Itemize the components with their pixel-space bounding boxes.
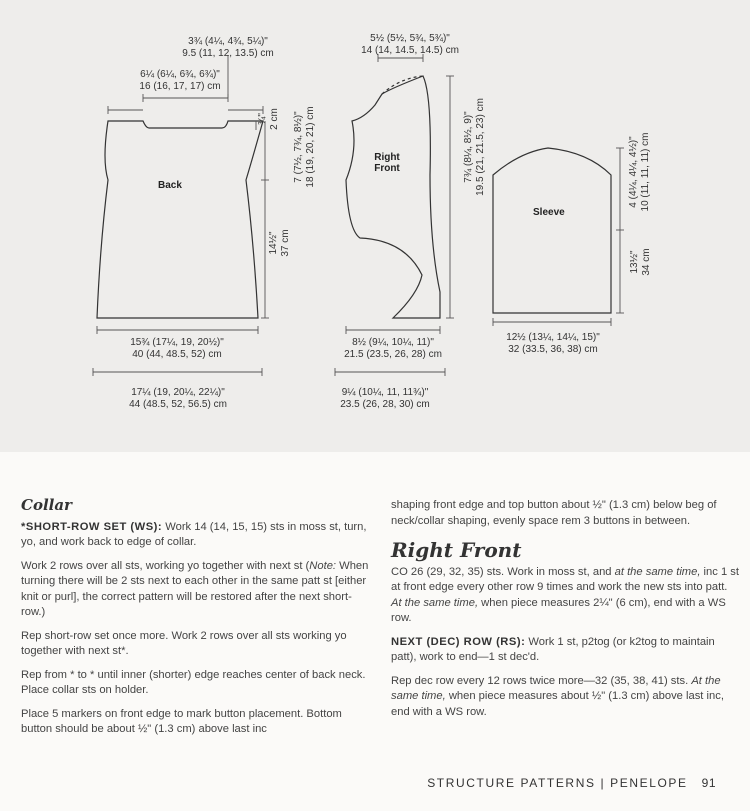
back-waist-label xyxy=(102,337,252,361)
dec-row-text: Work 1 st, p2tog (or k2tog to maintain patt), work to end—1 st dec'd. xyxy=(391,635,715,663)
rf-p1-c: when piece measures 2¼" (6 cm), end with a WS row. xyxy=(391,596,726,624)
rf-p1-a: CO 26 (29, 32, 35) sts. Work in moss st, and xyxy=(391,565,615,578)
back-shoulder-cm: 16 (16, 17, 17) cm xyxy=(139,81,221,92)
sleeve-cap-cm: 10 (11, 11, 11) cm xyxy=(640,132,651,212)
running-head: STRUCTURE PATTERNS | PENELOPE xyxy=(427,776,688,790)
back-neck-depth-label xyxy=(257,99,281,139)
sleeve-width-in: 12½ (13¼, 14¼, 15)" xyxy=(506,332,600,343)
front-waist-label xyxy=(318,337,468,361)
collar-paragraph-3: Rep short-row set once more. Work 2 rows over all sts working yo together with next st*. xyxy=(21,629,347,657)
front-hem-label xyxy=(310,387,460,411)
collar-paragraph-2 xyxy=(21,559,371,621)
front-collar-cm: 19.5 (21, 21.5, 23) cm xyxy=(475,98,486,196)
back-shoulder-in: 6¼ (6¼, 6¾, 6¾)" xyxy=(140,69,220,80)
front-top-label xyxy=(340,33,480,57)
front-collar-label xyxy=(463,82,487,212)
rf-p3-b: when piece measures about ½" (1.3 cm) above last inc, end with a WS row. xyxy=(391,690,724,718)
collar-paragraph-4: Rep from * to * until inner (shorter) edge reaches center of back neck. Place collar sts on holder. xyxy=(21,668,366,696)
right-front-heading: Right Front xyxy=(391,538,522,562)
back-neck-width-in: 3¾ (4¼, 4¾, 5¼)" xyxy=(188,36,268,47)
front-top-in: 5½ (5½, 5¾, 5¾)" xyxy=(370,33,450,44)
sleeve-outline xyxy=(493,148,611,313)
right-column xyxy=(391,498,741,728)
buttons-paragraph: shaping front edge and top button about ½" (1.3 cm) below beg of neck/collar shaping, evenly space rem 3 buttons in between. xyxy=(391,499,717,527)
collar-paragraph-5: Place 5 markers on front edge to mark button placement. Bottom button should be about ½" (1.3 cm) above last inc xyxy=(21,707,342,735)
front-hem-in: 9¼ (10¼, 11, 11¾)" xyxy=(341,387,429,398)
back-hem-label xyxy=(98,387,258,411)
page-number: 91 xyxy=(701,776,716,790)
collar-heading: Collar xyxy=(21,496,72,514)
front-piece-label xyxy=(372,152,402,174)
sleeve-cap-label xyxy=(628,122,652,222)
sleeve-piece-label: Sleeve xyxy=(533,207,565,218)
back-piece-label: Back xyxy=(158,180,182,191)
back-hem-in: 17¼ (19, 20¼, 22¼)" xyxy=(131,387,225,398)
right-front-paragraph-2 xyxy=(391,635,741,666)
sleeve-width-label xyxy=(478,332,628,356)
rf-p1-b: inc 1 st at front edge every other row 9 times and work the new sts into patt. xyxy=(391,565,740,593)
back-neck-width-cm: 9.5 (11, 12, 13.5) cm xyxy=(182,48,274,59)
back-waist-in: 15¾ (17¼, 19, 20½)" xyxy=(130,337,224,348)
sleeve-length-in: 13½" xyxy=(629,250,640,274)
short-row-set-label: *SHORT-ROW SET (WS): xyxy=(21,520,163,533)
back-armhole-cm: 18 (19, 20, 21) cm xyxy=(305,106,316,188)
dec-row-label: NEXT (DEC) ROW (RS): xyxy=(391,635,526,648)
right-front-paragraph-1 xyxy=(391,565,741,627)
back-armhole-label xyxy=(293,92,317,202)
collar-p2-b: When turning there will be 2 sts next to each other in the same patt st [either knit or purl], the correct pattern will be restored after the next short-row.) xyxy=(21,559,369,618)
back-neck-width-label xyxy=(168,36,288,60)
collar-paragraph-1 xyxy=(21,520,371,551)
collar-p2-note: Note: xyxy=(309,559,337,572)
front-waist-in: 8½ (9¼, 10¼, 11)" xyxy=(352,337,434,348)
sleeve-cap-in: 4 (4¼, 4¼, 4½)" xyxy=(628,136,639,208)
back-side-cm: 37 cm xyxy=(280,229,291,257)
front-collar-in: 7¾ (8¼, 8½, 9)" xyxy=(463,111,474,183)
front-top-cm: 14 (14, 14.5, 14.5) cm xyxy=(361,45,459,56)
back-hem-cm: 44 (48.5, 52, 56.5) cm xyxy=(129,399,227,410)
rf-p1-em1: at the same time, xyxy=(614,565,701,578)
right-front-paragraph-3 xyxy=(391,674,741,721)
collar-p2-a: Work 2 rows over all sts, working yo together with next st ( xyxy=(21,559,310,572)
rf-p3-em: At the same time, xyxy=(391,674,721,702)
back-waist-cm: 40 (44, 48.5, 52) cm xyxy=(132,349,222,360)
short-row-set-text: Work 14 (14, 15, 15) sts in moss st, turn, yo, and work back to edge of collar. xyxy=(21,520,367,548)
front-label-line2: Front xyxy=(374,163,400,174)
sleeve-width-cm: 32 (33.5, 36, 38) cm xyxy=(508,344,598,355)
back-side-in: 14½" xyxy=(268,231,279,255)
page-footer xyxy=(427,776,716,790)
rf-p3-a: Rep dec row every 12 rows twice more—32 (35, 38, 41) sts. xyxy=(391,674,692,687)
sleeve-length-cm: 34 cm xyxy=(641,248,652,276)
front-hem-cm: 23.5 (26, 28, 30) cm xyxy=(340,399,430,410)
sleeve-length-label xyxy=(629,237,653,287)
rf-p1-em2: At the same time, xyxy=(391,596,479,609)
back-armhole-in: 7 (7½, 7¾, 8½)" xyxy=(293,111,304,183)
left-column xyxy=(21,498,371,746)
back-side-label xyxy=(268,218,292,268)
front-outline xyxy=(346,76,440,318)
back-outline xyxy=(97,121,263,318)
front-label-line1: Right xyxy=(374,152,400,163)
front-waist-cm: 21.5 (23.5, 26, 28) cm xyxy=(344,349,442,360)
back-neck-depth-in: ¾" xyxy=(257,113,268,125)
back-neck-depth-cm: 2 cm xyxy=(269,108,280,130)
back-shoulder-label xyxy=(120,69,240,93)
